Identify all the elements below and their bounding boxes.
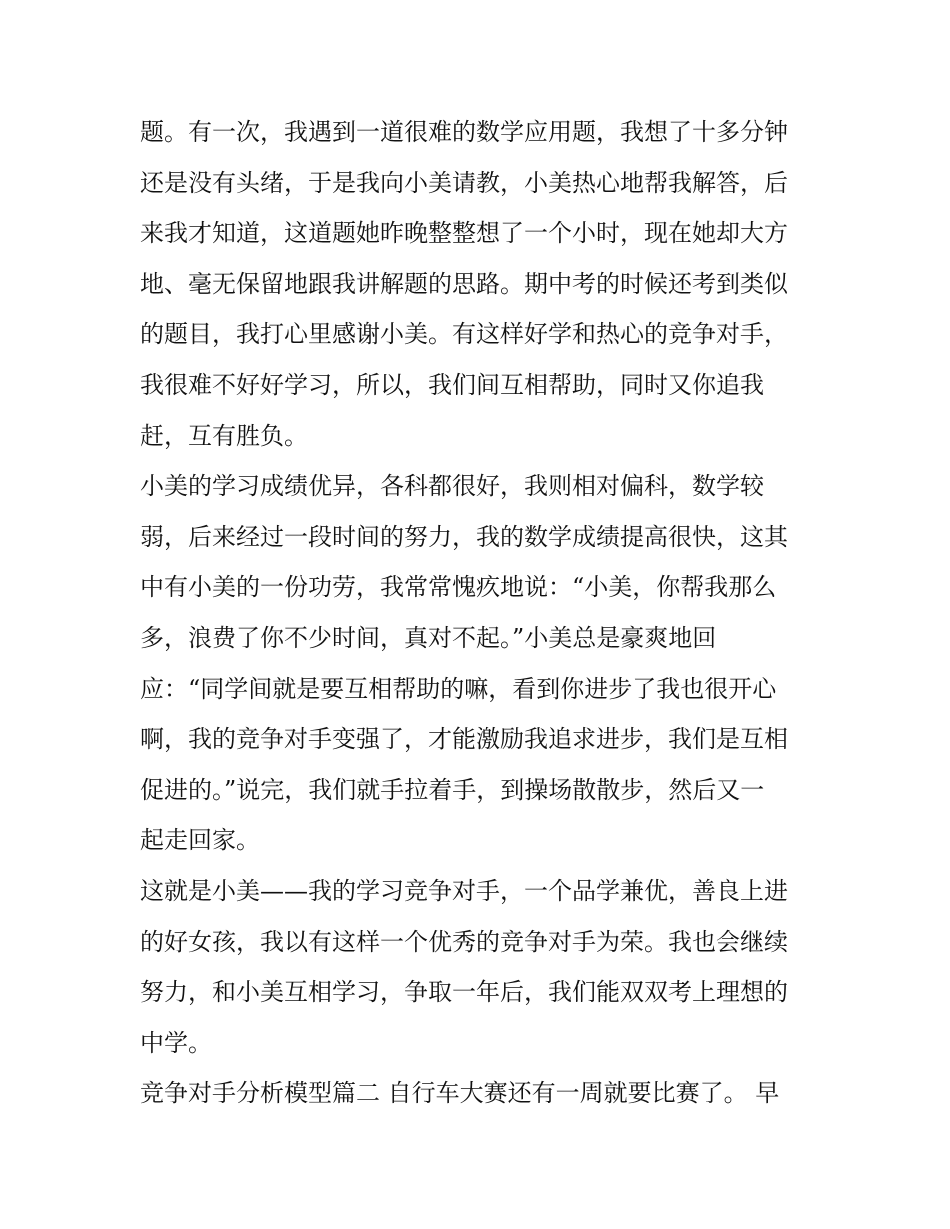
- text-line: 题。有一次，我遇到一道很难的数学应用题，我想了十多分钟: [140, 118, 788, 146]
- text-line: 的好女孩，我以有这样一个优秀的竞争对手为荣。我也会继续: [140, 927, 788, 956]
- text-line: 中有小美的一份功劳，我常常愧疚地说：“小美，你帮我那么: [140, 573, 777, 602]
- text-line: 中学。: [140, 1028, 212, 1057]
- text-line: 小美的学习成绩优异，各科都很好，我则相对偏科，数学较: [140, 472, 764, 501]
- text-line: 这就是小美——我的学习竞争对手，一个品学兼优，善良上进: [140, 876, 788, 905]
- text-line: 赶，互有胜负。: [140, 421, 308, 450]
- text-line: 的题目，我打心里感谢小美。有这样好学和热心的竞争对手，: [140, 320, 788, 349]
- text-line: 应：“同学间就是要互相帮助的嘛，看到你进步了我也很开心: [140, 674, 777, 703]
- text-line: 弱，后来经过一段时间的努力，我的数学成绩提高很快，这其: [140, 522, 788, 551]
- text-line: 竞争对手分析模型篇二 自行车大赛还有一周就要比赛了。 早: [140, 1079, 780, 1108]
- text-line: 多，浪费了你不少时间，真对不起。”小美总是豪爽地回: [140, 623, 717, 652]
- text-line: 啊，我的竞争对手变强了，才能激励我追求进步，我们是互相: [140, 725, 788, 754]
- text-line: 来我才知道，这道题她昨晚整整想了一个小时，现在她却大方: [140, 219, 788, 248]
- text-line: 我很难不好好学习，所以，我们间互相帮助，同时又你追我: [140, 370, 764, 399]
- text-line: 努力，和小美互相学习，争取一年后，我们能双双考上理想的: [140, 978, 788, 1007]
- text-line: 还是没有头绪，于是我向小美请教，小美热心地帮我解答，后: [140, 168, 788, 197]
- text-line: 促进的。”说完，我们就手拉着手，到操场散散步，然后又一: [140, 775, 765, 804]
- text-line: 地、毫无保留地跟我讲解题的思路。期中考的时候还考到类似: [140, 269, 788, 298]
- text-line: 起走回家。: [140, 826, 260, 855]
- body-text: [140, 107, 820, 1119]
